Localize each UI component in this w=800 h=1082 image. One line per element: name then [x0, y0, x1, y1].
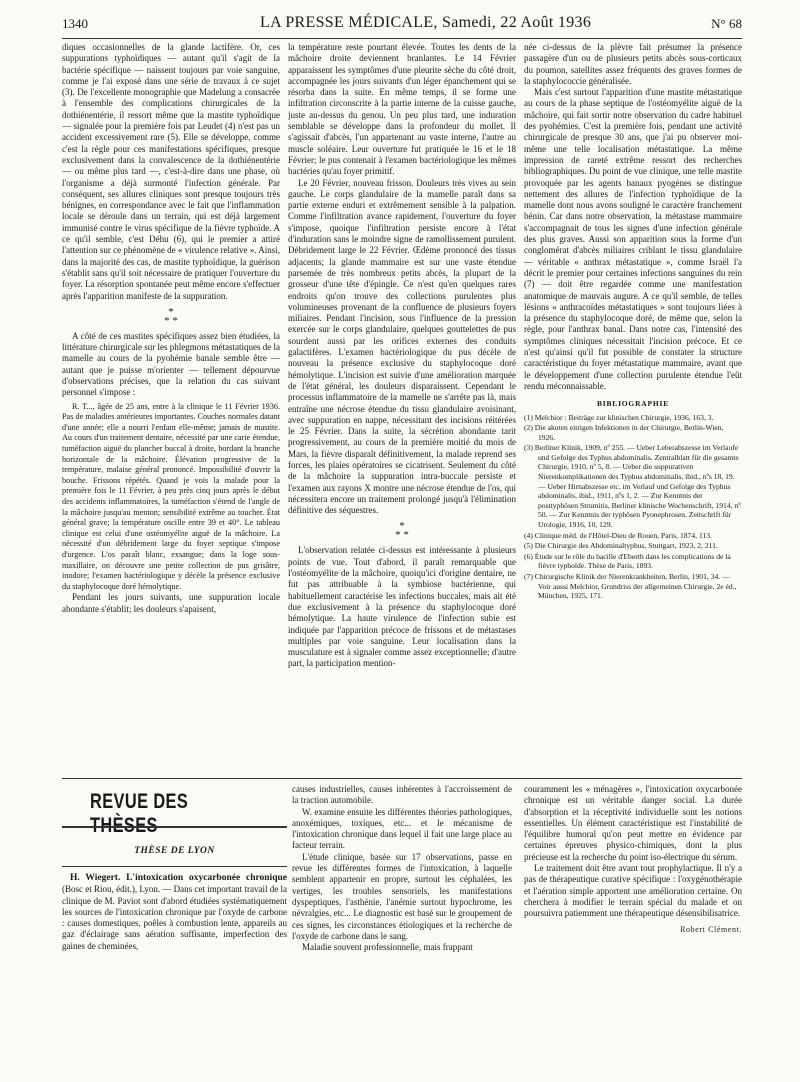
page-number: 1340 [62, 16, 88, 31]
paragraph: A côté de ces mastites spécifiques assez bien étudiées, la littérature chirurgicale sur les phlegmons métastatiques de la mamelle au cours de la pyohémie banale semble être — autant que je puisse m'orienter — tellement dépourvue d'observations précises, que la relation du cas suivant personnel s'impose : [62, 330, 280, 398]
bibliography-entry: (5) Die Chirurgie des Abdominaltyphus, Stuttgart, 1923, 2, 211. [524, 541, 718, 551]
section-separator: * * * [164, 305, 178, 327]
section-rule [62, 778, 742, 779]
paragraph: née ci-dessus de la plèvre fait présumer la présence passagère d'un ou de plusieurs petits abcès sous-corticaux du poumon, satellites assez fréquents des graves formes de la staphylococcie généralisée. [524, 42, 742, 86]
paragraph: couramment les « ménagères », l'intoxication oxycarbonée chronique est un véritable danger social. La durée d'absorption et la réceptivité individuelle sont les notions essentielles. Un élément caractéristique est l'instabilité de l'équilibre humoral qu'on peut mettre en évidence par certaines épreuves physico-chimiques, dont la plus précieuse est la recherche du point iso-électrique du sérum. [524, 784, 742, 862]
subtitle-rule [62, 866, 287, 867]
paragraph: L'étude clinique, basée sur 17 observations, passe en revue les différentes formes de l'intoxication, à laquelle semblent appartenir en propre, surtout les céphalées, les vertiges, les troubles sensoriels, les manifestations dyspeptiques, l'asthénie, l'anémie surtout hypochrome, les névralgies, etc... Le diagnostic est basé sur le groupement de ces signes, les circonstances étiologiques et la recherche de l'oxyde de carbone dans le sang. [292, 851, 512, 941]
bibliography-entry: (4) Clinique méd. de l'Hôtel-Dieu de Rouen, Paris, 1874, 113. [524, 530, 712, 540]
paragraph: Maladie souvent professionnelle, mais frappant [302, 942, 473, 953]
paragraph: Mais c'est surtout l'apparition d'une mastite métastatique au cours de la phase septique de l'ostéomyélite aiguë de la mâchoire, qui fait sortir notre observation du cadre habituel des pyohémies. C'est la première fois, pendant une activité chirurgicale de presque 30 ans, que j'ai pu observer moi-même une telle localisation métastatique. La même impression de rareté extrême ressort des recherches bibliographiques. Du point de vue clinique, une telle mastite provoquée par les agents banaux pyogènes se distingue nettement des allures de l'infection typhoïdique de la mamelle dont nous avons souligné le caractère franchement bénin. Car dans notre observation, la métastase mammaire s'accompagnait de tous les signes d'une infection générale des plus graves. Aussi son apparition sous la forme d'un conglomérat d'abcès miliaires criblant le tissu glandulaire — véritable « anthrax métastatique », comme Israël l'a décrit le premier pour certaines infections sanguines du rein (7) — doit être regardée comme une manifestation anatomique de mauvais augure. A ce qu'il semble, de telles lésions « anthracoïdes métastatiques » sont toujours liées à la présence du staphylocoque doré, de même que, selon la règle, pour l'anthrax banal. Dans notre cas, l'intensité des symptômes cliniques nécessitait l'incision précoce. Et ce n'est qu'ainsi qu'il fut possible de constater la structure caractéristique du foyer métastatique mammaire, avant que le développement d'une collection purulente étendue l'eût rendu méconnaissable. [524, 87, 742, 391]
section-separator: * * * [395, 520, 409, 542]
thesis-author-title: H. Wiegert. L'intoxication oxycarbonée chronique [70, 873, 287, 883]
article-column-1 [62, 42, 280, 774]
paragraph: Le 20 Février, nouveau frisson. Douleurs très vives au sein gauche. Le corps glandulaire de la mamelle paraît dans sa partie externe enduri et extrêmement sensible à la palpation. Comme l'infiltration avance rapidement, l'ouverture du foyer s'impose, quoique l'infiltration persiste encore à l'état d'induration sans le moindre signe de ramollissement purulent. Débridement large le 22 Février. Œdème prononcé des tissus adjacents; la glande mammaire est sur une vaste étendue parsemée de très nombreux petits abcès, la plupart de la grosseur d'une tête d'épingle. Ce n'est qu'en quelques rares endroits qu'on trouve des collections purulentes plus volumineuses provenant de la confluence de plusieurs foyers miliaires. Pendant l'incision, sous l'influence de la pression exercée sur le corps glandulaire, quelques gouttelettes de pus sourdent aussi par les orifices externes des conduits galactifères. L'examen bactériologique du pus décèle de nouveau la présence exclusive du staphylocoque doré hémolytique. L'incision est suivie d'une amélioration marquée de l'état général, les douleurs disparaissent. Cependant le processus inflammatoire de la mamelle ne s'arrête pas là, mais entraîne une nécrose étendue du tissu glandulaire avoisinant, avec suppuration en nappe, nécessitant des incisions réitérées le 25 Février. Dans la suite, la sécrétion abondante tarit progressivement, au cours de la première moitié du mois de Mars, la fièvre disparaît définitivement, la malade reprend ses forces, les plaies opératoires se cicatrisent. Seulement du côté de la mâchoire la suppuration intra-buccale persiste et l'examen aux rayons X montre une nécrose étendue de l'os, qui nécessitera encore un traitement prolongé jusqu'à l'élimination définitive des séquestres. [288, 177, 516, 516]
paragraph: W. examine ensuite les différentes théories pathologiques, anoxémiques, toxiques, etc... et le mécanisme de l'intoxication chronique dans lequel il fait une large place au facteur terrain. [292, 806, 512, 851]
paragraph: Pendant les jours suivants, une suppuration locale abondante s'établit; les douleurs s'apaisent, [62, 592, 280, 614]
bibliography-entry: (3) Berliner Klinik, 1909, nº 255. — Ueber Leberabszesse im Verlaufe und Gefolge des Typhus abdominalis. Zentralblatt für die gesamte Chirurgie, 1910, nº 5, 8. — Ueber die suppurativen Nierenkomplikationen des Typhus abdominalis, ibid., nºs 18, 19. — Ueber Hirnabszesse etc. im Verlauf und Gefolge des Typhus abdominalis, ibid., 1911, nºs 1, 2. — Zur Kenntnis der posttyphösen Strumitis, Berliner klinische Wochenschrift, 1914, nº 50. — Zur Kenntnis der typhösen Pyonephrosen. Zeitschrift für Urologie, 1916, 10, 129. [524, 443, 741, 530]
paragraph: (Bosc et Riou, édit.), Lyon. — Dans cet important travail de la clinique de M. Paviot sont d'abord étudiées systématiquement les sources de l'intoxication chronique par l'oxyde de carbone : causes domestiques, poêles à combustion lente, appareils au gaz d'éclairage sans aération suffisante, imperfection des gaines de cheminées, [62, 884, 287, 951]
paragraph: Le traitement doit être avant tout prophylactique. Il n'y a pas de thérapeutique curative spécifique : l'oxygénothérapie et l'aération simple apportent une amélioration certaine. On cherchera à modifier le terrain spécial du malade et on poursuivra patiemment une thérapeutique désensibilisatrice. [524, 863, 742, 919]
section-title: REVUE DES THÈSES [90, 790, 189, 837]
paragraph: la température reste pourtant élevée. Toutes les dents de la mâchoire droite deviennent branlantes. Le 14 Février apparaissent les symptômes d'une pleurite sèche du côté droit, accompagnée les jours suivants d'un léger épanchement qui se résorba dans la suite. En même temps, il se forme une infiltration circonscrite à la partie interne de la cuisse gauche, juste au-dessus du genou. Un peu plus tard, une induration semblable se développe dans la profondeur du mollet. Il s'agissait d'abcès, l'un appartenant au vaste interne, l'autre au muscle soléaire. Leur ouverture fut pratiquée le 16 et le 18 Février; le pus contenait à l'examen bactériologique les mêmes bactéries qu'au foyer primitif. [288, 42, 516, 177]
bibliography [524, 413, 742, 601]
bibliography-heading: BIBLIOGRAPHIE [596, 399, 670, 409]
issue-number: N° 68 [711, 16, 742, 31]
bibliography-entry: (2) Die akuten eitrigen Infektionen in der Chirurgie, Berlin-Wien, 1926. [524, 423, 724, 442]
review-column-3 [524, 784, 742, 1064]
thesis-subtitle: THÈSE DE LYON [134, 846, 215, 856]
case-report: R. T..., âgée de 25 ans, entre à la clinique le 11 Février 1936. Pas de maladies antérieures importantes. Couches normales datant d'une année; elle a nourri l'enfant elle-même; jamais de mastite. Au cours d'un traitement dentaire, nécessité par une carie étendue, tuméfaction aiguë du plancher buccal à droite, bordant la branche horizontale de la mâchoire. Élévation progressive de la température, malaise général prononcé. Impossibilité d'ouvrir la bouche. Frissons répétés. Quand je vois la malade pour la première fois le 11 Février, à peu près cinq jours après le début des accidents inflammatoires, la tuméfaction s'étend de l'angle de la mâchoire jusqu'au menton; sensibilité extrême au toucher. État général grave; la température oscille entre 39 et 40°. Le tableau clinique est celui d'une ostéomyélite aiguë de la mâchoire. La nécessité d'un débridement large du foyer septique s'impose d'urgence. L'os paraît blanc, exsangue; dans la loge sous-maxillaire, on découvre une petite collection de pus grisâtre, inodore; l'examen bactériologique y décèle la présence exclusive du staphylocoque doré hémolytique. [62, 401, 280, 591]
author-signature: Robert Clément. [680, 924, 742, 934]
review-column-1 [62, 872, 287, 1062]
bibliography-entry: (7) Chirurgische Klinik der Nierenkrankheiten, Berlin, 1901, 34. — Voir aussi Melchior, Grundriss der allgemeinen Chirurgie, 2e éd., München, 1925, 171. [524, 572, 737, 601]
bibliography-entry: (1) Melchior : Beiträge zur klinischen Chirurgie, 1936, 163, 3. [524, 412, 714, 422]
journal-title: LA PRESSE MÉDICALE, Samedi, 22 Août 1936 [260, 14, 592, 31]
title-rule [62, 826, 287, 828]
article-column-3 [524, 42, 742, 774]
bibliography-entry: (6) Étude sur le rôle du bacille d'Eberth dans les complications de la fièvre typhoïde. Thèse de Paris, 1893. [524, 551, 731, 571]
paragraph: L'observation relatée ci-dessus est intéressante à plusieurs points de vue. Tout d'abord, il paraît remarquable que l'ostéomyélite de la mâchoire, quoiqu'ici d'origine dentaire, ne fut pas attribuable à la symbiose bactérienne, qui habituellement caractérise les infections buccales, mais ait été due exclusivement à la présence du staphylocoque doré hémolytique. La haute virulence de l'infection subie est indiquée par l'apparition précoce de frissons et de métastases multiples par voie sanguine. Leur localisation dans la musculature est à signaler comme assez exceptionnelle; d'autre part, la participation mention- [288, 545, 516, 669]
page-header [62, 14, 742, 34]
paragraph: diques occasionnelles de la glande lactifère. Or, ces suppurations typhoïdiques — autant qu'il s'agit de la bactérie spécifique — naissent toujours par voie sanguine, comme je l'ai exposé dans une série de travaux à ce sujet (3). De l'excellente monographie que Madelung a consacrée à l'ensemble des complications chirurgicales de la dothiénentérie, il ressort même que la mastite typhoïdique — signalée pour la première fois par Leudet (4) n'est pas un accident excessivement rare (5). Elle se développe, comme c'est la règle pour ces manifestations spécifiques, presque exclusivement dans la convalescence de la dothiénentérie — ou même plus tard —, c'est-à-dire dans une phase, où l'organisme a déjà surmonté l'infection générale. Par conséquent, ses allures cliniques sont presque toujours très bénignes, en correspondance avec le fait que l'inflammation locale se déroule dans un terrain, qui est déjà largement immunisé contre le virus spécifique de la fièvre typhoïde. A ce qu'il semble, c'est Déhu (6), qui le premier a attiré l'attention sur ce phénomène de « virulence relative ». Ainsi, dans la majorité des cas, de mastite typhoïdique, la guérison s'établit sans qu'il soit nécessaire de pratiquer l'ouverture du foyer. La résorption spontanée peut même encore s'effectuer après l'apparition manifeste de la suppuration. [62, 42, 280, 301]
paragraph: causes industrielles, causes inhérentes à l'accroissement de la traction automobile. [292, 784, 512, 806]
article-column-2 [288, 42, 516, 774]
review-column-2 [292, 784, 512, 1064]
header-rule [62, 38, 742, 39]
